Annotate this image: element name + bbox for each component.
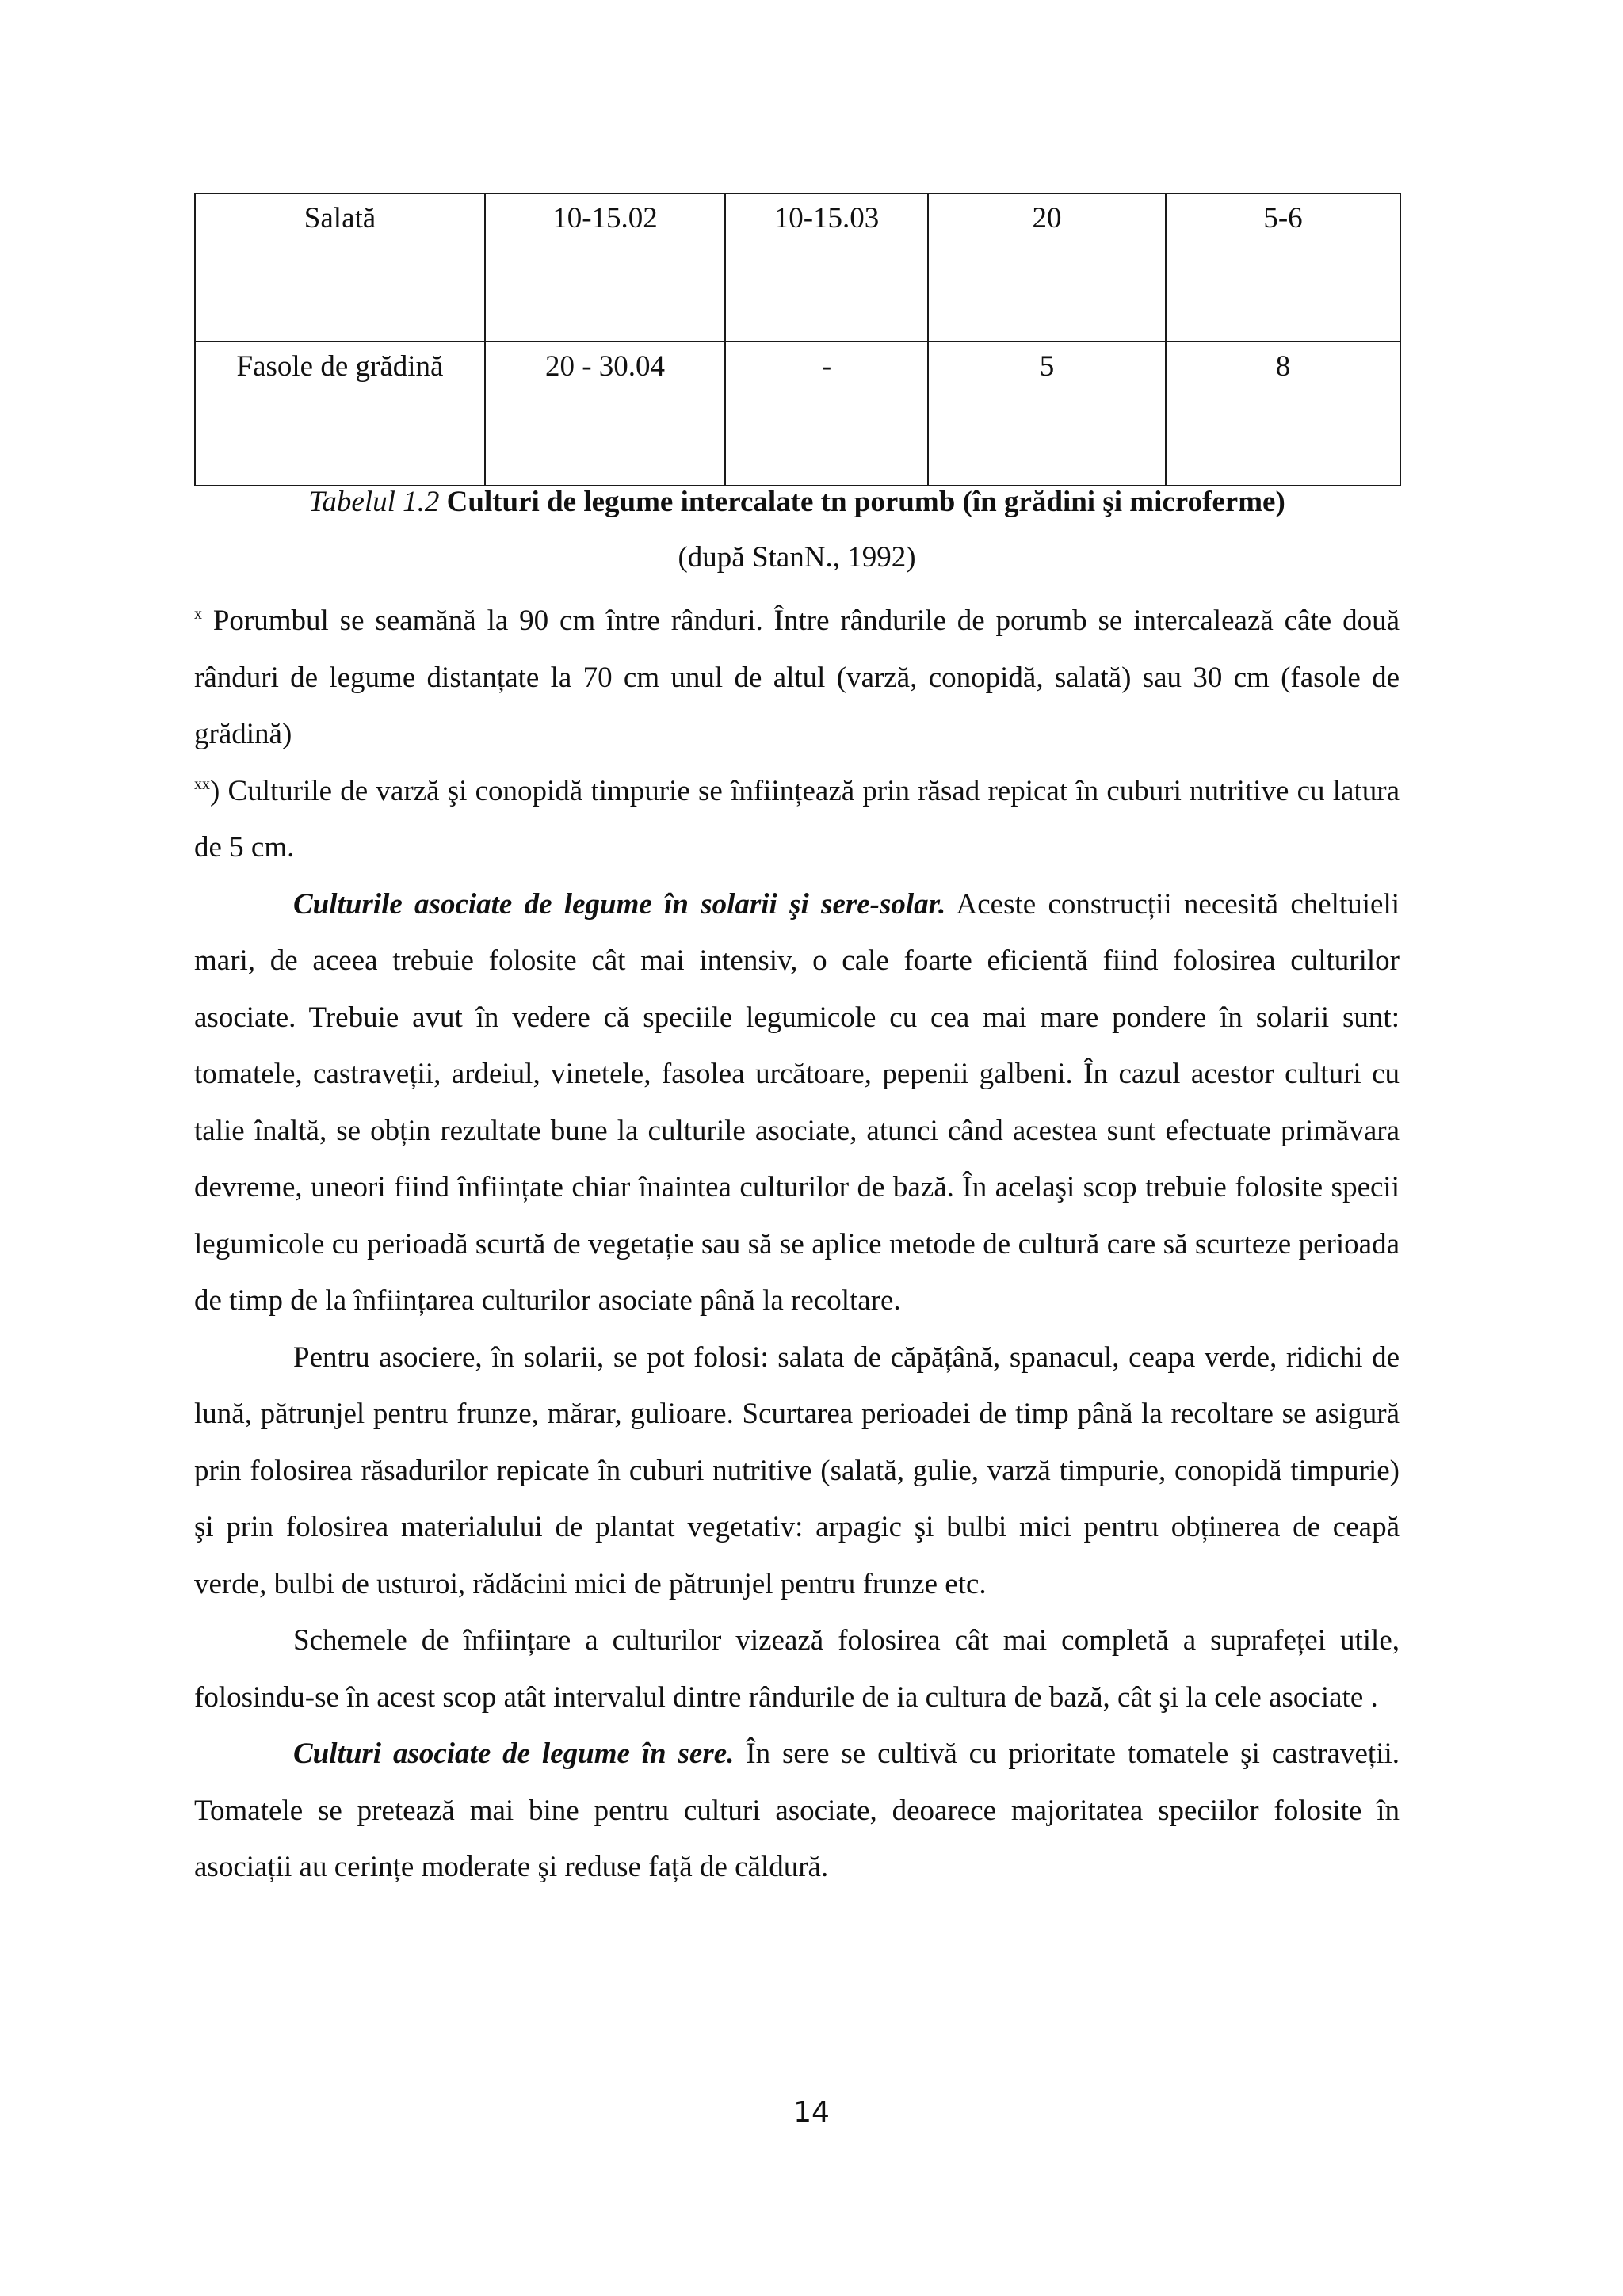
table-notes [194,593,1400,1896]
note-mark: xx [194,775,210,793]
caption-title: Culturi de legume intercalate tn porumb (în grădini şi microferme) [446,486,1285,518]
body-paragraph [194,1329,1400,1613]
table-source: (după StanN., 1992) [678,541,916,574]
table-cell: 8 [1166,341,1400,486]
table-cell: 10-15.03 [725,193,928,341]
body-paragraph [194,876,1400,1329]
table-cell: 5-6 [1166,193,1400,341]
table-caption [194,485,1400,520]
body-paragraph [194,1726,1400,1896]
table-note [194,763,1400,876]
table-row [195,193,1400,341]
note-text: ) Culturile de varză şi conopidă timpurie se înființează prin răsad repicat în cuburi nutritive cu latura de 5 cm. [194,774,1400,864]
table-row [195,341,1400,486]
table-cell: Salată [195,193,485,341]
table-cell: Fasole de grădină [195,341,485,486]
table-cell: - [725,341,928,486]
table-cell: 5 [928,341,1166,486]
table-cell: 10-15.02 [485,193,725,341]
table-note [194,593,1400,763]
note-text: Porumbul se seamănă la 90 cm între rânduri. Între rândurile de porumb se intercalează câte două rânduri de legume distanțate la 70 cm unul de altul (varză, conopidă, salată) sau 30 cm (fasole de grădină) [194,605,1400,750]
caption-label: Tabelul 1.2 [308,486,440,518]
paragraph-text: Aceste construcții necesită cheltuieli mari, de aceea trebuie folosite cât mai intensiv, o cale foarte eficientă fiind folosirea culturilor asociate. Trebuie avut în vedere că speciile legumicole cu cea mai mare pondere în solarii sunt: tomatele, castraveții, ardeiul, vinetele, fasolea urcătoare, pepenii galbeni. În cazul acestor culturi cu talie înaltă, se obțin rezultate bune la culturile asociate, atunci când acestea sunt efectuate primăvara devreme, uneori fiind înființate chiar înaintea culturilor de bază. În acelaşi scop trebuie folosite specii legumicole cu perioadă scurtă de vegetație sau să se aplice metode de cultură care să scurteze perioada de timp de la înființarea culturilor asociate până la recoltare. [194,887,1400,1317]
body-paragraph [194,1612,1400,1726]
crop-table [194,193,1401,486]
paragraph-text: Pentru asociere, în solarii, se pot folosi: salata de căpățână, spanacul, ceapa verde, ridichi de lună, pătrunjel pentru frunze, mărar, gulioare. Scurtarea perioadei de timp până la recoltare se asigură prin folosirea răsadurilor repicate în cuburi nutritive (salată, gulie, varză timpurie, conopidă timpurie) şi prin folosirea materialului de plantat vegetativ: arpagic şi bulbi mici pentru obținerea de ceapă verde, bulbi de usturoi, rădăcini mici de pătrunjel pentru frunze etc. [194,1341,1400,1600]
table-cell: 20 [928,193,1166,341]
note-mark: x [194,605,202,623]
paragraph-text: În sere se cultivă cu prioritate tomatele şi castraveții. Tomatele se pretează mai bine pentru culturi asociate, deoarece majoritatea speciilor folosite în asociații au cerințe moderate şi reduse față de căldură. [194,1737,1400,1883]
page-number: 14 [793,2096,830,2129]
paragraph-text: Schemele de înființare a culturilor vizează folosirea cât mai completă a suprafeței utile, folosindu-se în acest scop atât intervalul dintre rândurile de ia cultura de bază, cât şi la cele asociate . [194,1624,1400,1714]
paragraph-heading: Culturile asociate de legume în solarii şi sere-solar. [293,887,946,921]
paragraph-heading: Culturi asociate de legume în sere. [293,1737,735,1770]
table-cell: 20 - 30.04 [485,341,725,486]
